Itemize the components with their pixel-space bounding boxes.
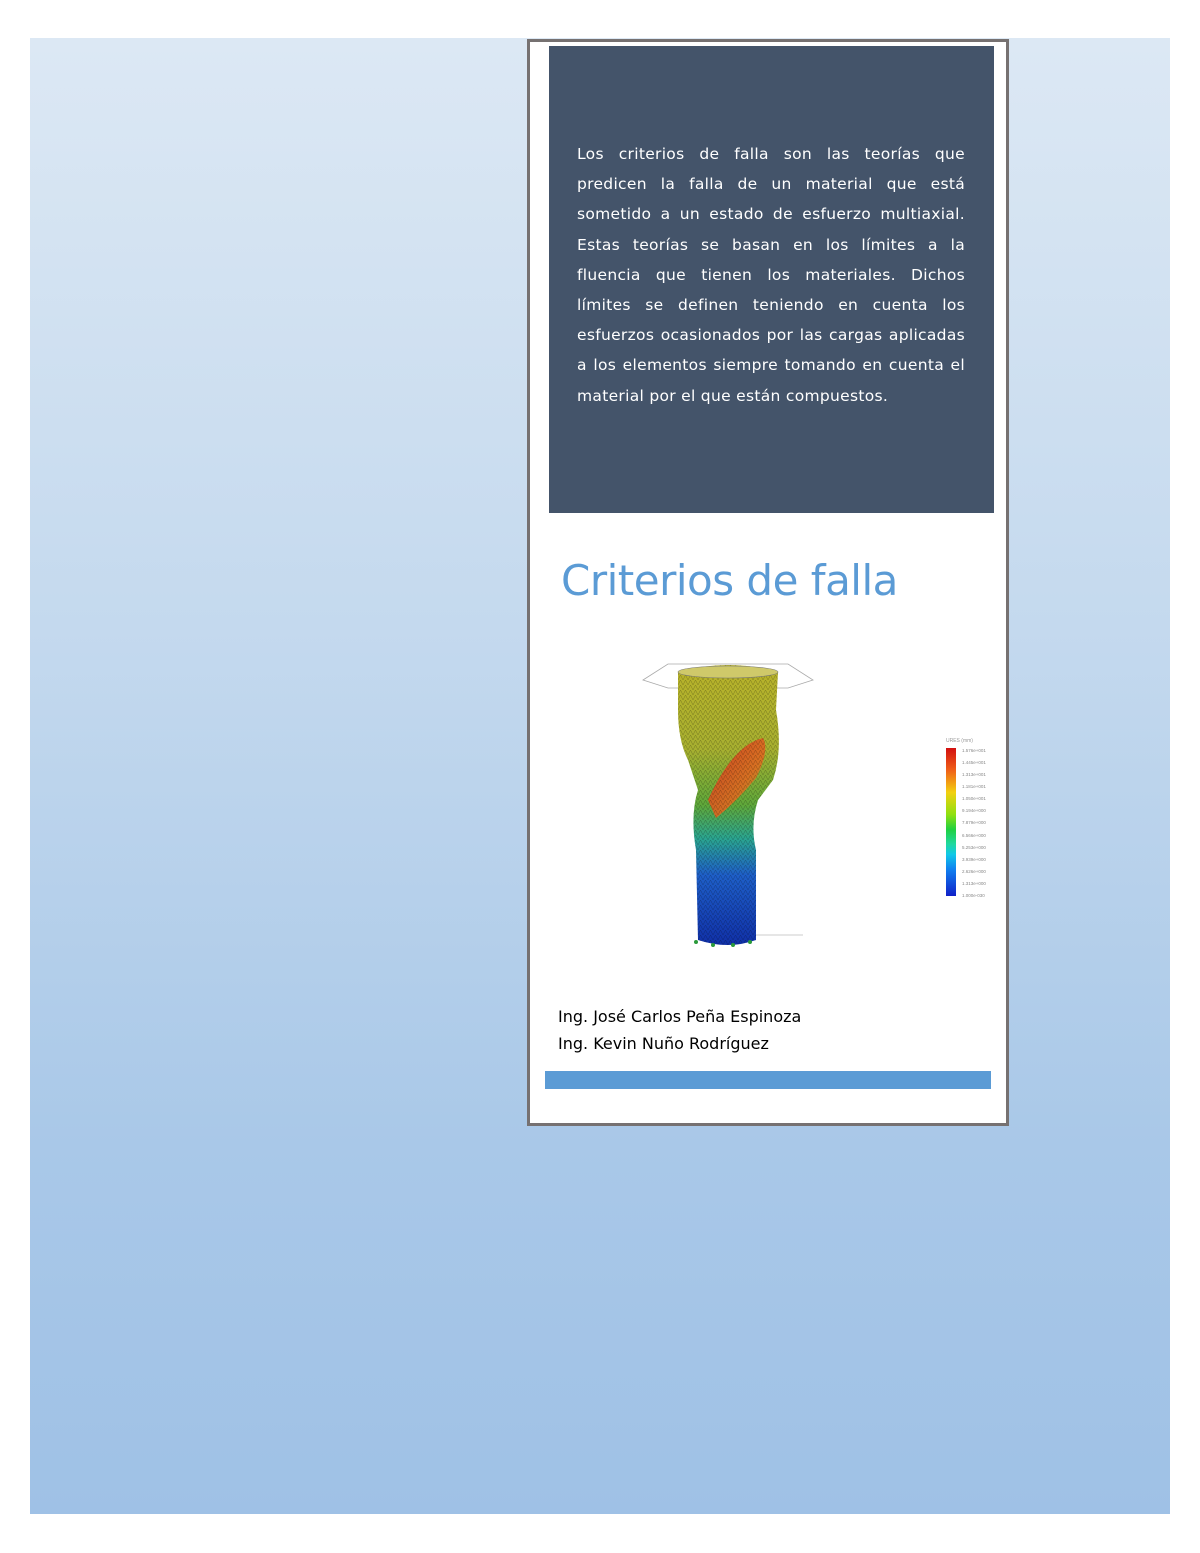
abstract-text: Los criterios de falla son las teorías que predicen la falla de un material que está sometido a un estado de esfuerzo multiaxial. Estas teorías se basan en los límites a la fluencia que tienen los materiales. Dichos límites se definen teniendo en cuenta los esfuerzos ocasionados por las cargas aplicadas a los elementos siempre tomando en cuenta el material por el que están compuestos. (577, 145, 965, 405)
color-legend (946, 738, 1006, 898)
legend-value: 1.313e+000 (962, 880, 986, 886)
legend-value: 5.253e+000 (962, 844, 986, 850)
fea-figure (630, 650, 986, 950)
legend-value: 6.566e+000 (962, 832, 986, 838)
legend-value: 9.194e+000 (962, 808, 986, 814)
legend-labels (962, 748, 986, 898)
accent-bar (545, 1071, 991, 1089)
legend-color-scale (946, 748, 956, 896)
legend-value: 1.576e+001 (962, 748, 986, 753)
fea-tube-image (638, 650, 818, 950)
legend-title: URES (mm) (946, 738, 973, 744)
legend-value: 2.626e+000 (962, 868, 986, 874)
legend-value: 1.181e+001 (962, 784, 986, 790)
cover-card (527, 39, 1009, 1126)
legend-value: 1.313e+001 (962, 772, 986, 778)
author-name: Ing. José Carlos Peña Espinoza (558, 1007, 802, 1026)
legend-value: 1.000e-030 (962, 892, 985, 898)
legend-value: 1.050e+001 (962, 796, 986, 802)
legend-value: 7.879e+000 (962, 820, 986, 826)
legend-value: 1.445e+001 (962, 760, 986, 766)
author-name: Ing. Kevin Nuño Rodríguez (558, 1034, 769, 1053)
abstract-panel (549, 46, 994, 513)
legend-value: 3.939e+000 (962, 856, 986, 862)
authors-block (558, 1003, 801, 1057)
document-title: Criterios de falla (561, 556, 898, 605)
